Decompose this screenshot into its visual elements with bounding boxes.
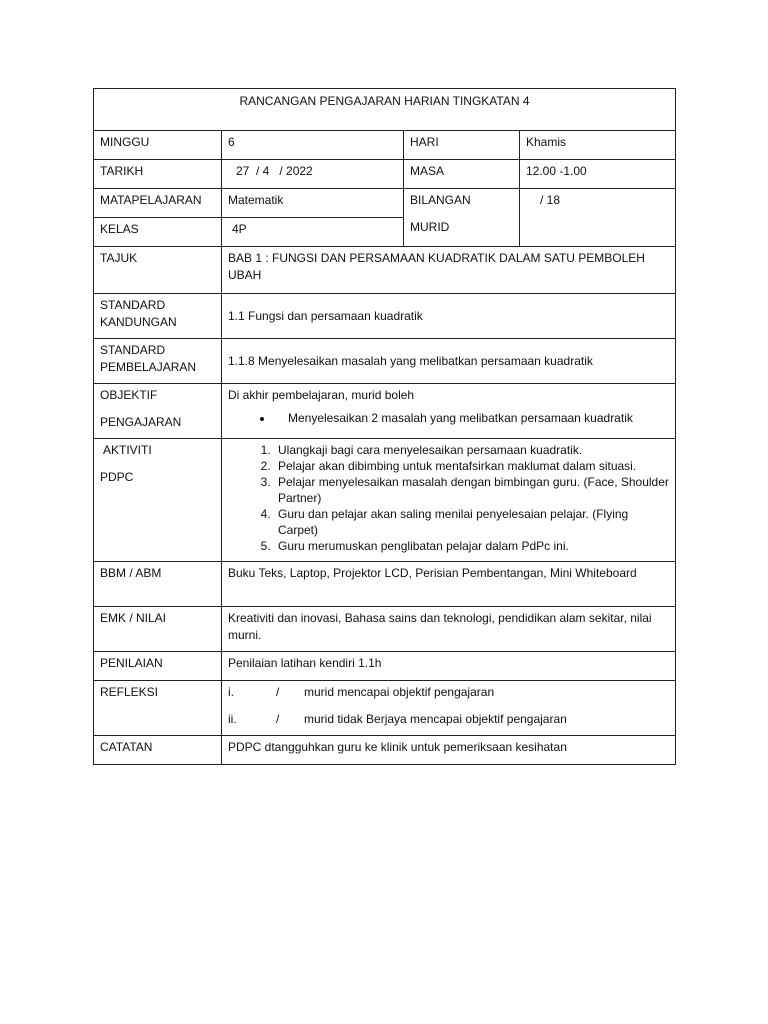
objektif-label-1: OBJEKTIF <box>100 388 158 402</box>
standard-pembelajaran-row <box>94 339 676 384</box>
bbm-value: Buku Teks, Laptop, Projektor LCD, Perisian Pembentangan, Mini Whiteboard <box>222 562 676 607</box>
refleksi-item <box>228 684 669 701</box>
standard-pembelajaran-value: 1.1.8 Menyelesaikan masalah yang melibatkan persamaan kuadratik <box>222 339 676 384</box>
standard-kandungan-value: 1.1 Fungsi dan persamaan kuadratik <box>222 294 676 339</box>
murid-label: MURID <box>410 220 450 234</box>
aktiviti-label-1: AKTIVITI <box>103 443 152 457</box>
bilangan-murid-label <box>404 189 520 247</box>
objektif-intro: Di akhir pembelajaran, murid boleh <box>228 388 415 402</box>
list-item: • Menyelesaikan 2 masalah yang melibatkan persamaan kuadratik <box>274 410 669 427</box>
aktiviti-label <box>94 439 222 562</box>
standard-kandungan-label-2: KANDUNGAN <box>100 315 177 329</box>
minggu-label: MINGGU <box>94 131 222 160</box>
refleksi-number: ii. <box>228 712 237 726</box>
standard-pembelajaran-label-1: STANDARD <box>100 343 166 357</box>
title-row <box>94 89 676 131</box>
refleksi-row <box>94 681 676 736</box>
refleksi-slash: / <box>276 712 280 726</box>
bbm-row <box>94 562 676 607</box>
objektif-list <box>228 410 669 427</box>
tajuk-row <box>94 247 676 294</box>
catatan-row <box>94 736 676 765</box>
tajuk-value: BAB 1 : FUNGSI DAN PERSAMAAN KUADRATIK DALAM SATU PEMBOLEH UBAH <box>222 247 676 294</box>
bbm-label: BBM / ABM <box>94 562 222 607</box>
aktiviti-list <box>228 442 669 554</box>
objektif-label-2: PENGAJARAN <box>100 415 182 429</box>
refleksi-item <box>228 711 669 728</box>
bilangan-value: / 18 <box>520 189 676 247</box>
lesson-plan-document <box>93 88 675 765</box>
matapelajaran-value: Matematik <box>222 189 404 218</box>
objektif-label <box>94 384 222 439</box>
penilaian-label: PENILAIAN <box>94 652 222 681</box>
bilangan-label: BILANGAN <box>410 193 471 207</box>
list-item: 3. Pelajar menyelesaikan masalah dengan bimbingan guru. (Face, Shoulder Partner) <box>274 474 669 506</box>
standard-kandungan-label-1: STANDARD <box>100 298 166 312</box>
standard-pembelajaran-label-2: PEMBELAJARAN <box>100 360 197 374</box>
penilaian-value: Penilaian latihan kendiri 1.1h <box>222 652 676 681</box>
penilaian-row <box>94 652 676 681</box>
objektif-row <box>94 384 676 439</box>
matapelajaran-label: MATAPELAJARAN <box>94 189 222 218</box>
tarikh-row <box>94 160 676 189</box>
emk-row <box>94 607 676 652</box>
aktiviti-row <box>94 439 676 562</box>
minggu-value: 6 <box>222 131 404 160</box>
document-title: RANCANGAN PENGAJARAN HARIAN TINGKATAN 4 <box>94 89 676 131</box>
objektif-content <box>222 384 676 439</box>
standard-kandungan-label <box>94 294 222 339</box>
catatan-value: PDPC dtangguhkan guru ke klinik untuk pemeriksaan kesihatan <box>222 736 676 765</box>
refleksi-slash: / <box>276 685 280 699</box>
catatan-label: CATATAN <box>94 736 222 765</box>
list-item: 1. Ulangkaji bagi cara menyelesaikan persamaan kuadratik. <box>274 442 669 458</box>
list-item: 2. Pelajar akan dibimbing untuk mentafsirkan maklumat dalam situasi. <box>274 458 669 474</box>
minggu-row <box>94 131 676 160</box>
matapelajaran-row <box>94 189 676 218</box>
list-item: 5. Guru merumuskan penglibatan pelajar dalam PdPc ini. <box>274 538 669 554</box>
kelas-value: 4P <box>222 218 404 247</box>
tajuk-label: TAJUK <box>94 247 222 294</box>
list-item: 4. Guru dan pelajar akan saling menilai penyelesaian pelajar. (Flying Carpet) <box>274 506 669 538</box>
refleksi-text: murid tidak Berjaya mencapai objektif pengajaran <box>304 712 567 726</box>
hari-label: HARI <box>404 131 520 160</box>
aktiviti-content <box>222 439 676 562</box>
refleksi-label: REFLEKSI <box>94 681 222 736</box>
masa-value: 12.00 -1.00 <box>520 160 676 189</box>
emk-value: Kreativiti dan inovasi, Bahasa sains dan teknologi, pendidikan alam sekitar, nilai murni. <box>222 607 676 652</box>
hari-value: Khamis <box>520 131 676 160</box>
emk-label: EMK / NILAI <box>94 607 222 652</box>
aktiviti-label-2: PDPC <box>100 470 134 484</box>
masa-label: MASA <box>404 160 520 189</box>
standard-kandungan-row <box>94 294 676 339</box>
refleksi-content <box>222 681 676 736</box>
lesson-plan-table <box>93 88 676 765</box>
refleksi-text: murid mencapai objektif pengajaran <box>304 685 495 699</box>
standard-pembelajaran-label <box>94 339 222 384</box>
refleksi-number: i. <box>228 685 234 699</box>
tarikh-label: TARIKH <box>94 160 222 189</box>
tarikh-value: 27 / 4 / 2022 <box>222 160 404 189</box>
kelas-label: KELAS <box>94 218 222 247</box>
